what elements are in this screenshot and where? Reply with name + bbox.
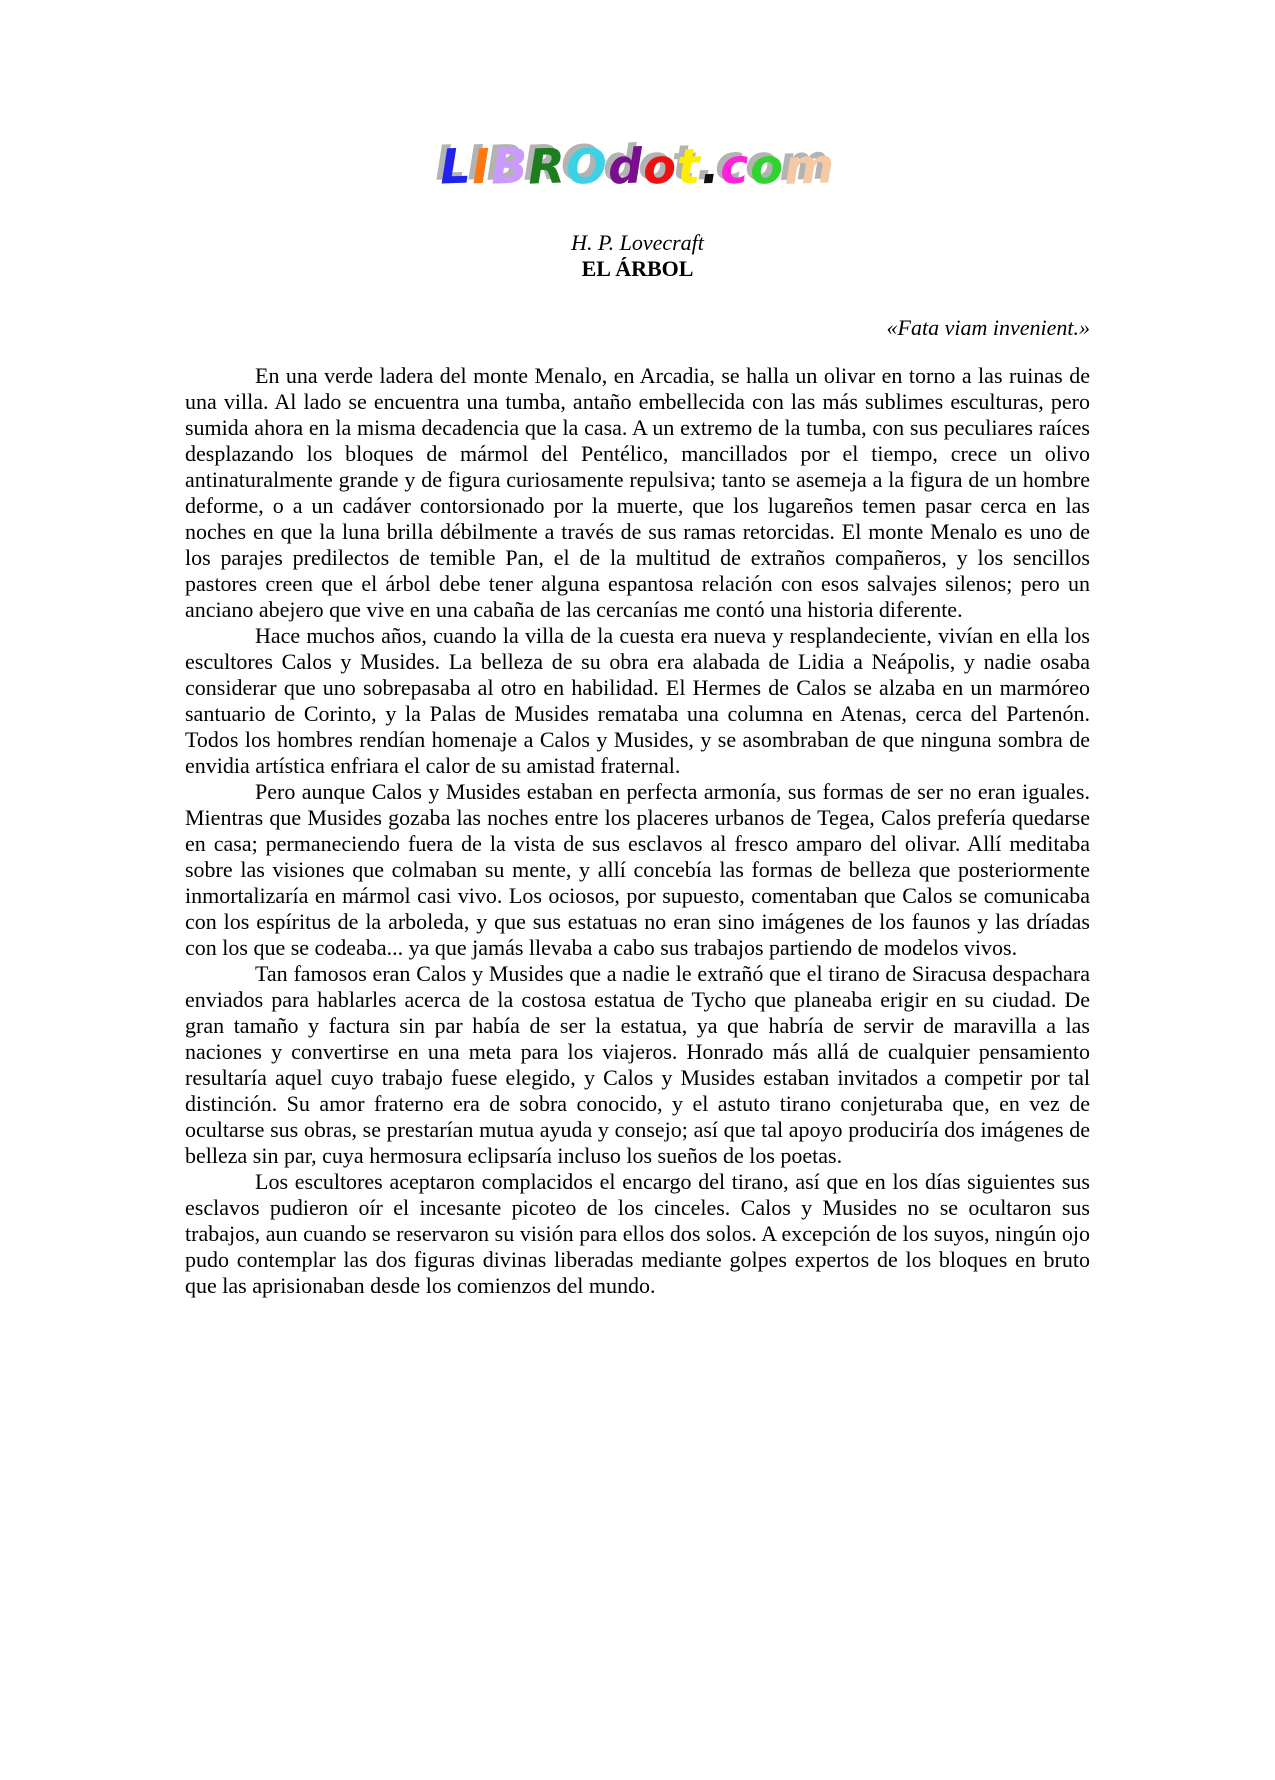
author-name: H. P. Lovecraft bbox=[571, 230, 704, 255]
logo-letter: d bbox=[606, 138, 645, 196]
document-page bbox=[0, 130, 1275, 1780]
logo-letter: o bbox=[748, 138, 785, 196]
paragraph: Hace muchos años, cuando la villa de la cuesta era nueva y resplandeciente, vivían en ella los escultores Calos y Musides. La belleza de su obra era alabada de Lidia a Neápolis, y nadie osaba considerar que uno sobrepasaba al otro en habilidad. El Hermes de Calos se alzaba en un marmóreo santuario de Corinto, y la Palas de Musides remataba una columna en Atenas, cerca del Partenón. Todos los hombres rendían homenaje a Calos y Musides, y se asombraban de que ninguna sombra de envidia artística enfriara el calor de su amistad fraternal. bbox=[185, 623, 1090, 778]
logo-letter: O bbox=[565, 138, 609, 196]
logo-letter: m bbox=[782, 138, 836, 196]
logo-letter: t bbox=[676, 138, 703, 196]
logo-letter: o bbox=[642, 138, 679, 196]
logo-letter: . bbox=[700, 138, 722, 196]
logo-letter: B bbox=[489, 138, 530, 196]
librodot-logo bbox=[185, 130, 1090, 204]
logo-letter: L bbox=[439, 138, 473, 196]
epigraph: «Fata viam invenient.» bbox=[886, 315, 1090, 340]
paragraph: Tan famosos eran Calos y Musides que a nadie le extrañó que el tirano de Siracusa despachara enviados para hablarles acerca de la costosa estatua de Tycho que planeaba erigir en su ciudad. De gran tamaño y factura sin par había de ser la estatua, ya que habría de servir de maravilla a las naciones y convertirse en una meta para los viajeros. Honrado más allá de cualquier pensamiento resultaría aquel cuyo trabajo fuese elegido, y Calos y Musides estaban invitados a competir por tal distinción. Su amor fraterno era de sobra conocido, y el astuto tirano conjeturaba que, en vez de ocultarse sus obras, se prestarían mutua ayuda y consejo; así que tal apoyo produciría dos imágenes de belleza sin par, cuya hermosura eclipsaría incluso los sueños de los poetas. bbox=[185, 961, 1090, 1168]
paragraph: Pero aunque Calos y Musides estaban en perfecta armonía, sus formas de ser no eran iguales. Mientras que Musides gozaba las noches entre los placeres urbanos de Tegea, Calos prefería quedarse en casa; permaneciendo fuera de la vista de sus esclavos al fresco amparo del olivar. Allí meditaba sobre las visiones que colmaban su mente, y allí concebía las formas de belleza que posteriormente inmortalizaría en mármol casi vivo. Los ociosos, por supuesto, comentaban que Calos se comunicaba con los espíritus de la arboleda, y que sus estatuas no eran sino imágenes de los faunos y las dríadas con los que se codeaba... ya que jamás llevaba a cabo sus trabajos partiendo de modelos vivos. bbox=[185, 779, 1090, 960]
logo-letter: I bbox=[470, 138, 492, 196]
logo-letter: R bbox=[527, 138, 568, 196]
logo-letter: c bbox=[719, 138, 751, 196]
story-title: EL ÁRBOL bbox=[581, 256, 694, 281]
paragraph: Los escultores aceptaron complacidos el encargo del tirano, así que en los días siguientes sus esclavos pudieron oír el incesante picoteo de los cinceles. Calos y Musides no se ocultaron sus trabajos, aun cuando se reservaron su visión para ellos dos solos. A excepción de los suyos, ningún ojo pudo contemplar las dos figuras divinas liberadas mediante golpes expertos de los bloques en bruto que las aprisionaban desde los comienzos del mundo. bbox=[185, 1169, 1090, 1298]
paragraph: En una verde ladera del monte Menalo, en Arcadia, se halla un olivar en torno a las ruinas de una villa. Al lado se encuentra una tumba, antaño embellecida con las más sublimes esculturas, pero sumida ahora en la misma decadencia que la casa. A un extremo de la tumba, con sus peculiares raíces desplazando los bloques de mármol del Pentélico, mancillados por el tiempo, crece un olivo antinaturalmente grande y de figura curiosamente repulsiva; tanto se asemeja a la figura de un hombre deforme, o a un cadáver contorsionado por la muerte, que los lugareños temen pasar cerca en las noches en que la luna brilla débilmente a través de sus ramas retorcidas. El monte Menalo es uno de los parajes predilectos de temible Pan, el de la multitud de extraños compañeros, y los sencillos pastores creen que el árbol debe tener alguna espantosa relación con esos salvajes silenos; pero un anciano abejero que vive en una cabaña de las cercanías me contó una historia diferente. bbox=[185, 363, 1090, 622]
story-body bbox=[185, 363, 1090, 1299]
